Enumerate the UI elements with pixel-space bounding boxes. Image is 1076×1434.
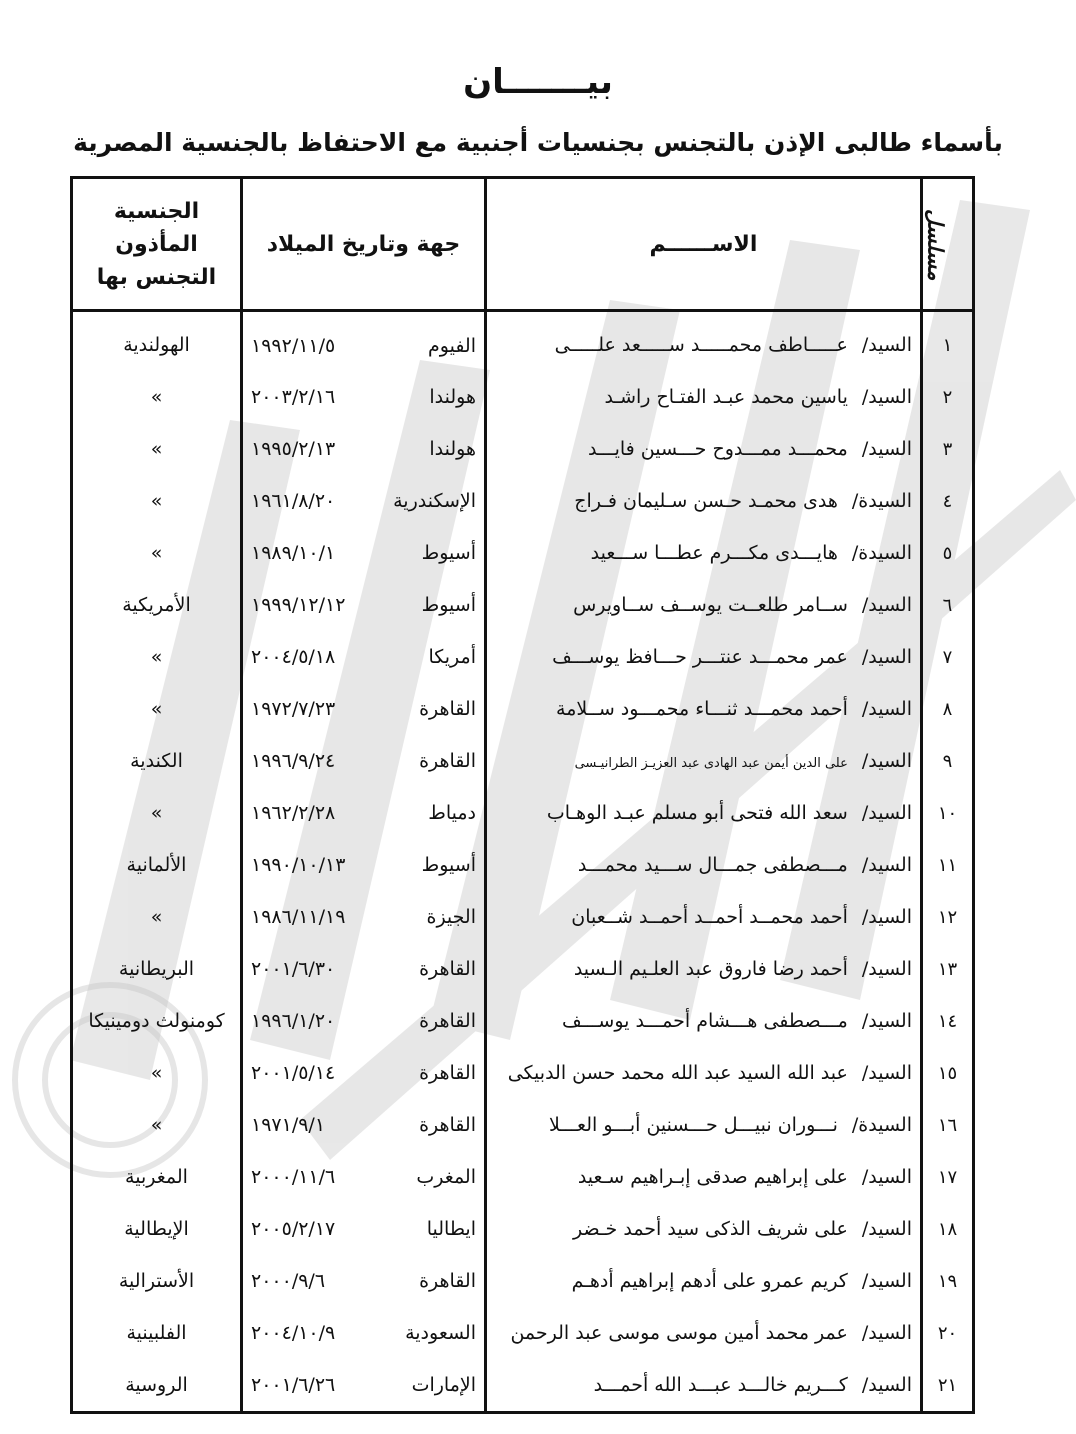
row-name: مـــصطفى هـــشام أحمـــد يوســـف bbox=[562, 1010, 848, 1032]
row-place: القاهرة bbox=[419, 958, 476, 980]
row-place-date-cell bbox=[242, 311, 486, 372]
row-honorific: السيد/ bbox=[861, 958, 912, 980]
table-row bbox=[72, 311, 974, 372]
row-honorific: السيد/ bbox=[861, 1166, 912, 1188]
row-place: الإمارات bbox=[411, 1374, 476, 1396]
row-serial: ٢٠ bbox=[922, 1307, 974, 1359]
row-name: على إبراهيم صدقى إبـراهيم سـعيد bbox=[577, 1166, 848, 1188]
row-place: هولندا bbox=[429, 438, 476, 460]
row-honorific: السيد/ bbox=[861, 646, 912, 668]
row-place: السعودية bbox=[405, 1322, 476, 1344]
row-name: أحمد رضا فاروق عبد العلـيم الـسيد bbox=[573, 958, 848, 980]
row-name-cell bbox=[486, 1307, 922, 1359]
row-nationality: » bbox=[72, 423, 242, 475]
table-row bbox=[72, 475, 974, 527]
row-place: القاهرة bbox=[419, 1010, 476, 1032]
row-place-date-cell bbox=[242, 891, 486, 943]
row-honorific: السيد/ bbox=[861, 386, 912, 408]
row-honorific: السيدة/ bbox=[851, 1114, 912, 1136]
row-serial: ١٠ bbox=[922, 787, 974, 839]
table-row bbox=[72, 787, 974, 839]
row-serial: ١٣ bbox=[922, 943, 974, 995]
row-nationality: الفلبينية bbox=[72, 1307, 242, 1359]
row-name-cell bbox=[486, 839, 922, 891]
row-date: ٢٠٠١/٦/٢٦ bbox=[251, 1374, 336, 1396]
row-honorific: السيد/ bbox=[861, 594, 912, 616]
table-row bbox=[72, 631, 974, 683]
row-serial: ١٩ bbox=[922, 1255, 974, 1307]
row-honorific: السيد/ bbox=[861, 906, 912, 928]
row-place-date-cell bbox=[242, 1359, 486, 1413]
row-place: القاهرة bbox=[419, 1270, 476, 1292]
row-serial: ١١ bbox=[922, 839, 974, 891]
row-honorific: السيد/ bbox=[861, 854, 912, 876]
row-place-date-cell bbox=[242, 787, 486, 839]
applicants-table-container bbox=[70, 176, 972, 1396]
row-place-date-cell bbox=[242, 943, 486, 995]
row-date: ١٩٦٢/٢/٢٨ bbox=[251, 802, 336, 824]
row-date: ١٩٩٥/٢/١٣ bbox=[251, 438, 336, 460]
row-name-cell bbox=[486, 1359, 922, 1413]
row-nationality: » bbox=[72, 631, 242, 683]
row-place-date-cell bbox=[242, 1151, 486, 1203]
row-serial: ١٨ bbox=[922, 1203, 974, 1255]
row-name-cell bbox=[486, 1099, 922, 1151]
row-place-date-cell bbox=[242, 683, 486, 735]
table-row bbox=[72, 1203, 974, 1255]
row-date: ١٩٩٦/١/٢٠ bbox=[251, 1010, 336, 1032]
row-serial: ٥ bbox=[922, 527, 974, 579]
row-serial: ١٧ bbox=[922, 1151, 974, 1203]
row-place-date-cell bbox=[242, 371, 486, 423]
row-honorific: السيد/ bbox=[861, 334, 912, 356]
row-nationality: الألمانية bbox=[72, 839, 242, 891]
row-nationality: كومنولث دومينيكا bbox=[72, 995, 242, 1047]
row-nationality: » bbox=[72, 787, 242, 839]
row-place: المغرب bbox=[416, 1166, 476, 1188]
row-name: ياسين محمد عبـد الفتـاح راشـد bbox=[604, 386, 848, 408]
table-row bbox=[72, 1255, 974, 1307]
row-place-date-cell bbox=[242, 527, 486, 579]
row-nationality: الهولندية bbox=[72, 311, 242, 372]
row-honorific: السيد/ bbox=[861, 438, 912, 460]
row-place-date-cell bbox=[242, 423, 486, 475]
page-subtitle: بأسماء طالبى الإذن بالتجنس بجنسيات أجنبية مع الاحتفاظ بالجنسية المصرية bbox=[73, 128, 1003, 157]
table-row bbox=[72, 839, 974, 891]
row-place-date-cell bbox=[242, 839, 486, 891]
row-serial: ٩ bbox=[922, 735, 974, 787]
row-place-date-cell bbox=[242, 735, 486, 787]
table-row bbox=[72, 1047, 974, 1099]
row-place: القاهرة bbox=[419, 750, 476, 772]
row-nationality: » bbox=[72, 371, 242, 423]
row-name-cell bbox=[486, 311, 922, 372]
row-date: ١٩٧٢/٧/٢٣ bbox=[251, 698, 336, 720]
row-name-cell bbox=[486, 423, 922, 475]
row-date: ٢٠٠٤/٥/١٨ bbox=[251, 646, 336, 668]
row-place-date-cell bbox=[242, 1099, 486, 1151]
row-place: القاهرة bbox=[419, 698, 476, 720]
row-honorific: السيدة/ bbox=[851, 490, 912, 512]
row-name: أحمد محمــد أحمــد أحمــد شــعبان bbox=[571, 906, 848, 928]
row-nationality: الإيطالية bbox=[72, 1203, 242, 1255]
table-row bbox=[72, 995, 974, 1047]
row-honorific: السيد/ bbox=[861, 1062, 912, 1084]
row-date: ١٩٩٢/١١/٥ bbox=[251, 334, 336, 357]
row-nationality: » bbox=[72, 1099, 242, 1151]
row-honorific: السيد/ bbox=[861, 1322, 912, 1344]
row-place-date-cell bbox=[242, 631, 486, 683]
row-serial: ١ bbox=[922, 311, 974, 372]
row-nationality: » bbox=[72, 891, 242, 943]
row-place-date-cell bbox=[242, 1307, 486, 1359]
row-name-cell bbox=[486, 787, 922, 839]
row-name-cell bbox=[486, 631, 922, 683]
row-name-cell bbox=[486, 891, 922, 943]
row-place: ايطاليا bbox=[426, 1218, 476, 1240]
row-date: ١٩٨٦/١١/١٩ bbox=[251, 906, 346, 928]
row-name-cell bbox=[486, 943, 922, 995]
row-name: على شريف الذكى سيد أحمد خـضر bbox=[573, 1218, 848, 1240]
row-honorific: السيدة/ bbox=[851, 542, 912, 564]
table-row bbox=[72, 1359, 974, 1413]
table-row bbox=[72, 527, 974, 579]
row-name: نـــوران نبيـــل حـــسنين أبـــو العـــلا bbox=[549, 1114, 838, 1136]
row-name-cell bbox=[486, 683, 922, 735]
row-place-date-cell bbox=[242, 1203, 486, 1255]
row-place-date-cell bbox=[242, 1255, 486, 1307]
row-date: ١٩٦١/٨/٢٠ bbox=[251, 490, 336, 512]
table-row bbox=[72, 371, 974, 423]
row-name-cell bbox=[486, 1255, 922, 1307]
row-date: ١٩٩٩/١٢/١٢ bbox=[251, 594, 346, 616]
row-name: هايـــدى مكـــرم عطـــا ســـعيد bbox=[590, 542, 838, 564]
row-place: القاهرة bbox=[419, 1114, 476, 1136]
row-honorific: السيد/ bbox=[861, 1374, 912, 1396]
row-name: عبد الله السيد عبد الله محمد حسن الدبيكى bbox=[507, 1062, 848, 1084]
table-row bbox=[72, 891, 974, 943]
row-nationality: » bbox=[72, 683, 242, 735]
row-place: الجيزة bbox=[426, 906, 476, 928]
row-honorific: السيد/ bbox=[861, 698, 912, 720]
row-serial: ٨ bbox=[922, 683, 974, 735]
row-place: أمريكا bbox=[428, 646, 476, 668]
row-serial: ٢١ bbox=[922, 1359, 974, 1413]
row-place: القاهرة bbox=[419, 1062, 476, 1084]
table-row bbox=[72, 579, 974, 631]
row-name: أحمد محمـــد ثنـــاء محمـــود ســلامة bbox=[556, 698, 848, 720]
row-name: محمـــد ممـــدوح حـــسين فايـــد bbox=[587, 438, 848, 460]
row-date: ١٩٨٩/١٠/١ bbox=[251, 542, 336, 564]
table-row bbox=[72, 1151, 974, 1203]
row-name-cell bbox=[486, 1203, 922, 1255]
row-place: أسيوط bbox=[421, 594, 476, 616]
row-place: الإسكندرية bbox=[393, 490, 476, 512]
row-nationality: الكندية bbox=[72, 735, 242, 787]
row-date: ٢٠٠٤/١٠/٩ bbox=[251, 1322, 336, 1344]
page-title: بيـــــــان bbox=[463, 62, 613, 102]
row-date: ٢٠٠٠/٩/٦ bbox=[251, 1270, 326, 1292]
row-honorific: السيد/ bbox=[861, 1010, 912, 1032]
row-serial: ١٤ bbox=[922, 995, 974, 1047]
row-date: ٢٠٠١/٦/٣٠ bbox=[251, 958, 336, 980]
row-serial: ٧ bbox=[922, 631, 974, 683]
row-date: ٢٠٠٠/١١/٦ bbox=[251, 1166, 336, 1188]
row-name-cell bbox=[486, 527, 922, 579]
row-serial: ٢ bbox=[922, 371, 974, 423]
table-row bbox=[72, 735, 974, 787]
row-serial: ٣ bbox=[922, 423, 974, 475]
row-name: عمر محمـــد عنتـــر حـــافظ يوســـف bbox=[552, 646, 848, 668]
row-nationality: المغربية bbox=[72, 1151, 242, 1203]
row-date: ١٩٩٦/٩/٢٤ bbox=[251, 750, 336, 772]
applicants-table bbox=[70, 176, 975, 1414]
table-row bbox=[72, 943, 974, 995]
header-name: الاســــــم bbox=[486, 178, 922, 311]
row-name: على الدين أيمن عبد الهادى عبد العزيـز الطرانيـسى bbox=[574, 756, 848, 771]
row-name: هدى محمـد حـسن سـليمان فـراج bbox=[574, 490, 838, 512]
row-place: أسيوط bbox=[421, 854, 476, 876]
header-place-date: جهة وتاريخ الميلاد bbox=[242, 178, 486, 311]
row-name-cell bbox=[486, 371, 922, 423]
row-date: ١٩٧١/٩/١ bbox=[251, 1114, 326, 1136]
row-name: ســامر طلعــت يوســف ســاويرس bbox=[573, 594, 848, 616]
row-place: أسيوط bbox=[421, 542, 476, 564]
row-name: كريم عمرو على أدهم إبراهيم أدهـم bbox=[571, 1270, 848, 1292]
row-serial: ١٥ bbox=[922, 1047, 974, 1099]
row-honorific: السيد/ bbox=[861, 1270, 912, 1292]
row-place: هولندا bbox=[429, 386, 476, 408]
row-name-cell bbox=[486, 579, 922, 631]
row-name-cell bbox=[486, 1047, 922, 1099]
row-nationality: » bbox=[72, 475, 242, 527]
table-row bbox=[72, 1099, 974, 1151]
row-date: ٢٠٠٣/٢/١٦ bbox=[251, 386, 336, 408]
row-nationality: الأمريكية bbox=[72, 579, 242, 631]
row-place: دمياط bbox=[428, 802, 476, 824]
row-nationality: الأسترالية bbox=[72, 1255, 242, 1307]
row-nationality: الروسية bbox=[72, 1359, 242, 1413]
header-serial: مسلسل bbox=[922, 178, 974, 311]
row-name: عـــــاطف محمـــــد ســـــعد علـــــى bbox=[554, 334, 848, 356]
row-serial: ٦ bbox=[922, 579, 974, 631]
row-nationality: » bbox=[72, 527, 242, 579]
row-name: عمر محمد أمين موسى موسى عبد الرحمن bbox=[510, 1322, 848, 1344]
header-nationality: الجنسية المأذون التجنس بها bbox=[72, 178, 242, 311]
row-place-date-cell bbox=[242, 1047, 486, 1099]
row-name-cell bbox=[486, 475, 922, 527]
row-nationality: » bbox=[72, 1047, 242, 1099]
table-header-row bbox=[72, 178, 974, 311]
row-honorific: السيد/ bbox=[861, 802, 912, 824]
table-row bbox=[72, 683, 974, 735]
row-place-date-cell bbox=[242, 475, 486, 527]
row-name: سعد الله فتحى أبو مسلم عبـد الوهـاب bbox=[546, 802, 848, 824]
table-row bbox=[72, 1307, 974, 1359]
row-place-date-cell bbox=[242, 579, 486, 631]
row-name-cell bbox=[486, 995, 922, 1047]
row-name: كـــريم خالـــد عبـــد الله أحمـــد bbox=[593, 1374, 848, 1396]
row-honorific: السيد/ bbox=[861, 1218, 912, 1240]
row-serial: ١٦ bbox=[922, 1099, 974, 1151]
row-place-date-cell bbox=[242, 995, 486, 1047]
row-name-cell bbox=[486, 1151, 922, 1203]
row-name: مـــصطفى جمـــال ســـيد محمـــد bbox=[577, 854, 848, 876]
row-date: ١٩٩٠/١٠/١٣ bbox=[251, 854, 346, 876]
row-serial: ١٢ bbox=[922, 891, 974, 943]
row-name-cell bbox=[486, 735, 922, 787]
row-date: ٢٠٠٥/٢/١٧ bbox=[251, 1218, 336, 1240]
row-serial: ٤ bbox=[922, 475, 974, 527]
row-place: الفيوم bbox=[428, 334, 476, 357]
row-nationality: البريطانية bbox=[72, 943, 242, 995]
row-date: ٢٠٠١/٥/١٤ bbox=[251, 1062, 336, 1084]
table-row bbox=[72, 423, 974, 475]
row-honorific: السيد/ bbox=[861, 750, 912, 772]
